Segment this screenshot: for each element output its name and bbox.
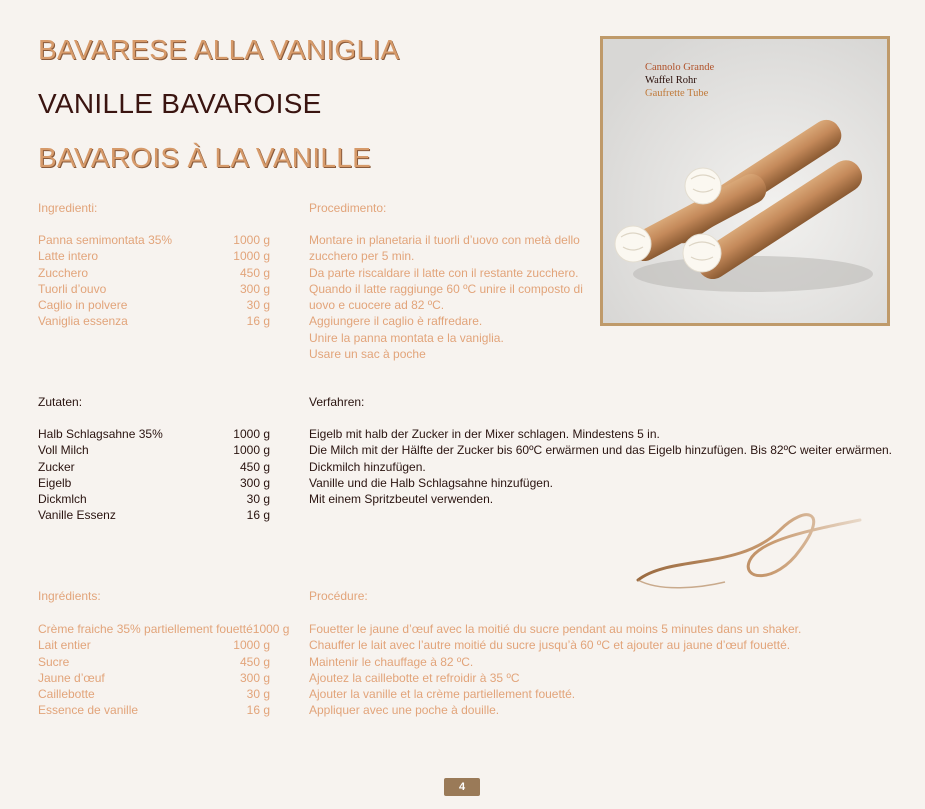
decorative-swirl-icon: [630, 500, 870, 600]
ingredient-name: Crème fraiche 35% partiellement fouetté: [38, 622, 253, 636]
procedure-line: Fouetter le jaune d’œuf avec la moitié du sucre pendant au moins 5 minutes dans un shaker.: [309, 622, 802, 636]
ingredient-name: Dickmlch: [38, 492, 87, 507]
procedure-label-french: Procédure:: [309, 589, 368, 603]
ingredient-qty: 300 g: [239, 475, 270, 490]
ingredient-qty: 16 g: [246, 703, 270, 718]
ingredient-name: Zucker: [38, 459, 75, 474]
product-label-italian: Cannolo Grande: [645, 62, 715, 73]
ingredient-name: Lait entier: [38, 638, 91, 653]
procedure-line: Da parte riscaldare il latte con il restante zucchero.: [309, 265, 579, 280]
ingredient-row: [38, 637, 270, 653]
ingredient-qty: 30 g: [246, 492, 270, 507]
ingredient-row: [38, 670, 270, 686]
procedure-label-italian: Procedimento:: [309, 201, 387, 215]
ingredients-label-french: Ingrédients:: [38, 589, 101, 603]
procedure-line: zucchero per 5 min.: [309, 249, 415, 264]
product-photo: [600, 36, 890, 326]
ingredient-name: Caillebotte: [38, 687, 95, 702]
ingredients-label-italian: Ingredienti:: [38, 201, 98, 215]
ingredient-qty: 1000 g: [233, 427, 270, 441]
ingredient-row: [38, 248, 270, 264]
ingredient-name: Jaune d’œuf: [38, 670, 105, 685]
procedure-line: Ajoutez la caillebotte et refroidir à 35 ºC: [309, 670, 520, 685]
procedure-line: Die Milch mit der Hälfte der Zucker bis 60ºC erwärmen und das Eigelb hinzufügen. Bis 82ºC weiter erwärmen.: [309, 443, 893, 458]
ingredient-qty: 450 g: [239, 654, 270, 669]
ingredient-row: [38, 281, 270, 297]
ingredient-row: [38, 507, 270, 523]
ingredient-qty: 1000 g: [233, 233, 270, 247]
ingredient-qty: 1000 g: [252, 622, 290, 636]
procedure-line: Usare un sac à poche: [309, 347, 426, 362]
page-number: 4: [444, 778, 480, 796]
ingredient-row: [38, 232, 270, 248]
ingredient-row: [38, 475, 270, 491]
ingredient-qty: 30 g: [246, 298, 270, 313]
ingredient-row: [38, 313, 270, 329]
ingredient-row: [38, 491, 270, 507]
procedure-list-italian: [309, 232, 583, 362]
title-german: VANILLE BAVAROISE: [38, 88, 322, 119]
ingredient-name: Halb Schlagsahne 35%: [38, 427, 163, 441]
title-french: BAVAROIS À LA VANILLE: [38, 142, 372, 173]
ingredient-name: Sucre: [38, 654, 70, 669]
ingredient-qty: 450 g: [239, 265, 270, 280]
procedure-line: Aggiungere il caglio è raffredare.: [309, 314, 483, 329]
ingredient-name: Tuorli d’ouvo: [38, 281, 107, 296]
ingredient-row: [38, 297, 270, 313]
ingredient-name: Panna semimontata 35%: [38, 233, 173, 247]
ingredient-row: [38, 621, 290, 637]
ingredient-name: Vanille Essenz: [38, 508, 116, 523]
ingredient-qty: 30 g: [246, 687, 270, 702]
ingredient-qty: 16 g: [246, 314, 270, 329]
procedure-list-german: [309, 426, 893, 507]
procedure-label-german: Verfahren:: [309, 395, 365, 409]
procedure-line: Chauffer le lait avec l’autre moitié du sucre jusqu’à 60 ºC et ajouter au jaune d’œuf fouetté.: [309, 638, 791, 653]
ingredient-list-french: [38, 621, 290, 719]
procedure-line: Appliquer avec une poche à douille.: [309, 703, 500, 718]
ingredient-name: Essence de vanille: [38, 703, 139, 718]
ingredient-name: Voll Milch: [38, 443, 89, 458]
product-label-german: Waffel Rohr: [645, 75, 697, 86]
ingredient-qty: 16 g: [246, 508, 270, 523]
ingredient-row: [38, 459, 270, 475]
ingredient-qty: 300 g: [239, 281, 270, 296]
ingredient-name: Eigelb: [38, 475, 72, 490]
procedure-line: Eigelb mit halb der Zucker in der Mixer schlagen. Mindestens 5 in.: [309, 427, 660, 441]
ingredient-name: Caglio in polvere: [38, 298, 128, 313]
procedure-line: Mit einem Spritzbeutel verwenden.: [309, 492, 494, 507]
procedure-line: Dickmilch hinzufügen.: [309, 459, 426, 474]
product-labels: [645, 61, 714, 100]
procedure-line: Ajouter la vanille et la crème partiellement fouetté.: [309, 687, 576, 702]
ingredient-qty: 1000 g: [233, 249, 270, 264]
procedure-line: Unire la panna montata e la vaniglia.: [309, 330, 504, 345]
ingredient-qty: 450 g: [239, 459, 270, 474]
ingredient-row: [38, 265, 270, 281]
ingredient-row: [38, 442, 270, 458]
ingredient-name: Zucchero: [38, 265, 89, 280]
procedure-line: Montare in planetaria il tuorli d’uovo con metà dello: [309, 233, 580, 247]
ingredient-qty: 1000 g: [233, 638, 270, 653]
procedure-list-french: [309, 621, 879, 719]
procedure-line: Vanille und die Halb Schlagsahne hinzufügen.: [309, 475, 553, 490]
ingredient-row: [38, 686, 270, 702]
ingredient-name: Latte intero: [38, 249, 99, 264]
ingredient-list-german: [38, 426, 270, 524]
ingredient-list-italian: [38, 232, 270, 330]
product-label-french: Gaufrette Tube: [645, 88, 709, 99]
ingredients-label-german: Zutaten:: [38, 395, 83, 409]
procedure-line: uovo e cuocere ad 82 ºC.: [309, 298, 445, 313]
ingredient-name: Vaniglia essenza: [38, 314, 128, 329]
ingredient-row: [38, 702, 270, 718]
title-italian: BAVARESE ALLA VANIGLIA: [38, 34, 400, 65]
ingredient-row: [38, 654, 270, 670]
ingredient-row: [38, 426, 270, 442]
procedure-line: Quando il latte raggiunge 60 ºC unire il composto di: [309, 281, 583, 296]
procedure-line: Maintenir le chauffage à 82 ºC.: [309, 654, 474, 669]
ingredient-qty: 1000 g: [233, 443, 270, 458]
ingredient-qty: 300 g: [239, 670, 270, 685]
